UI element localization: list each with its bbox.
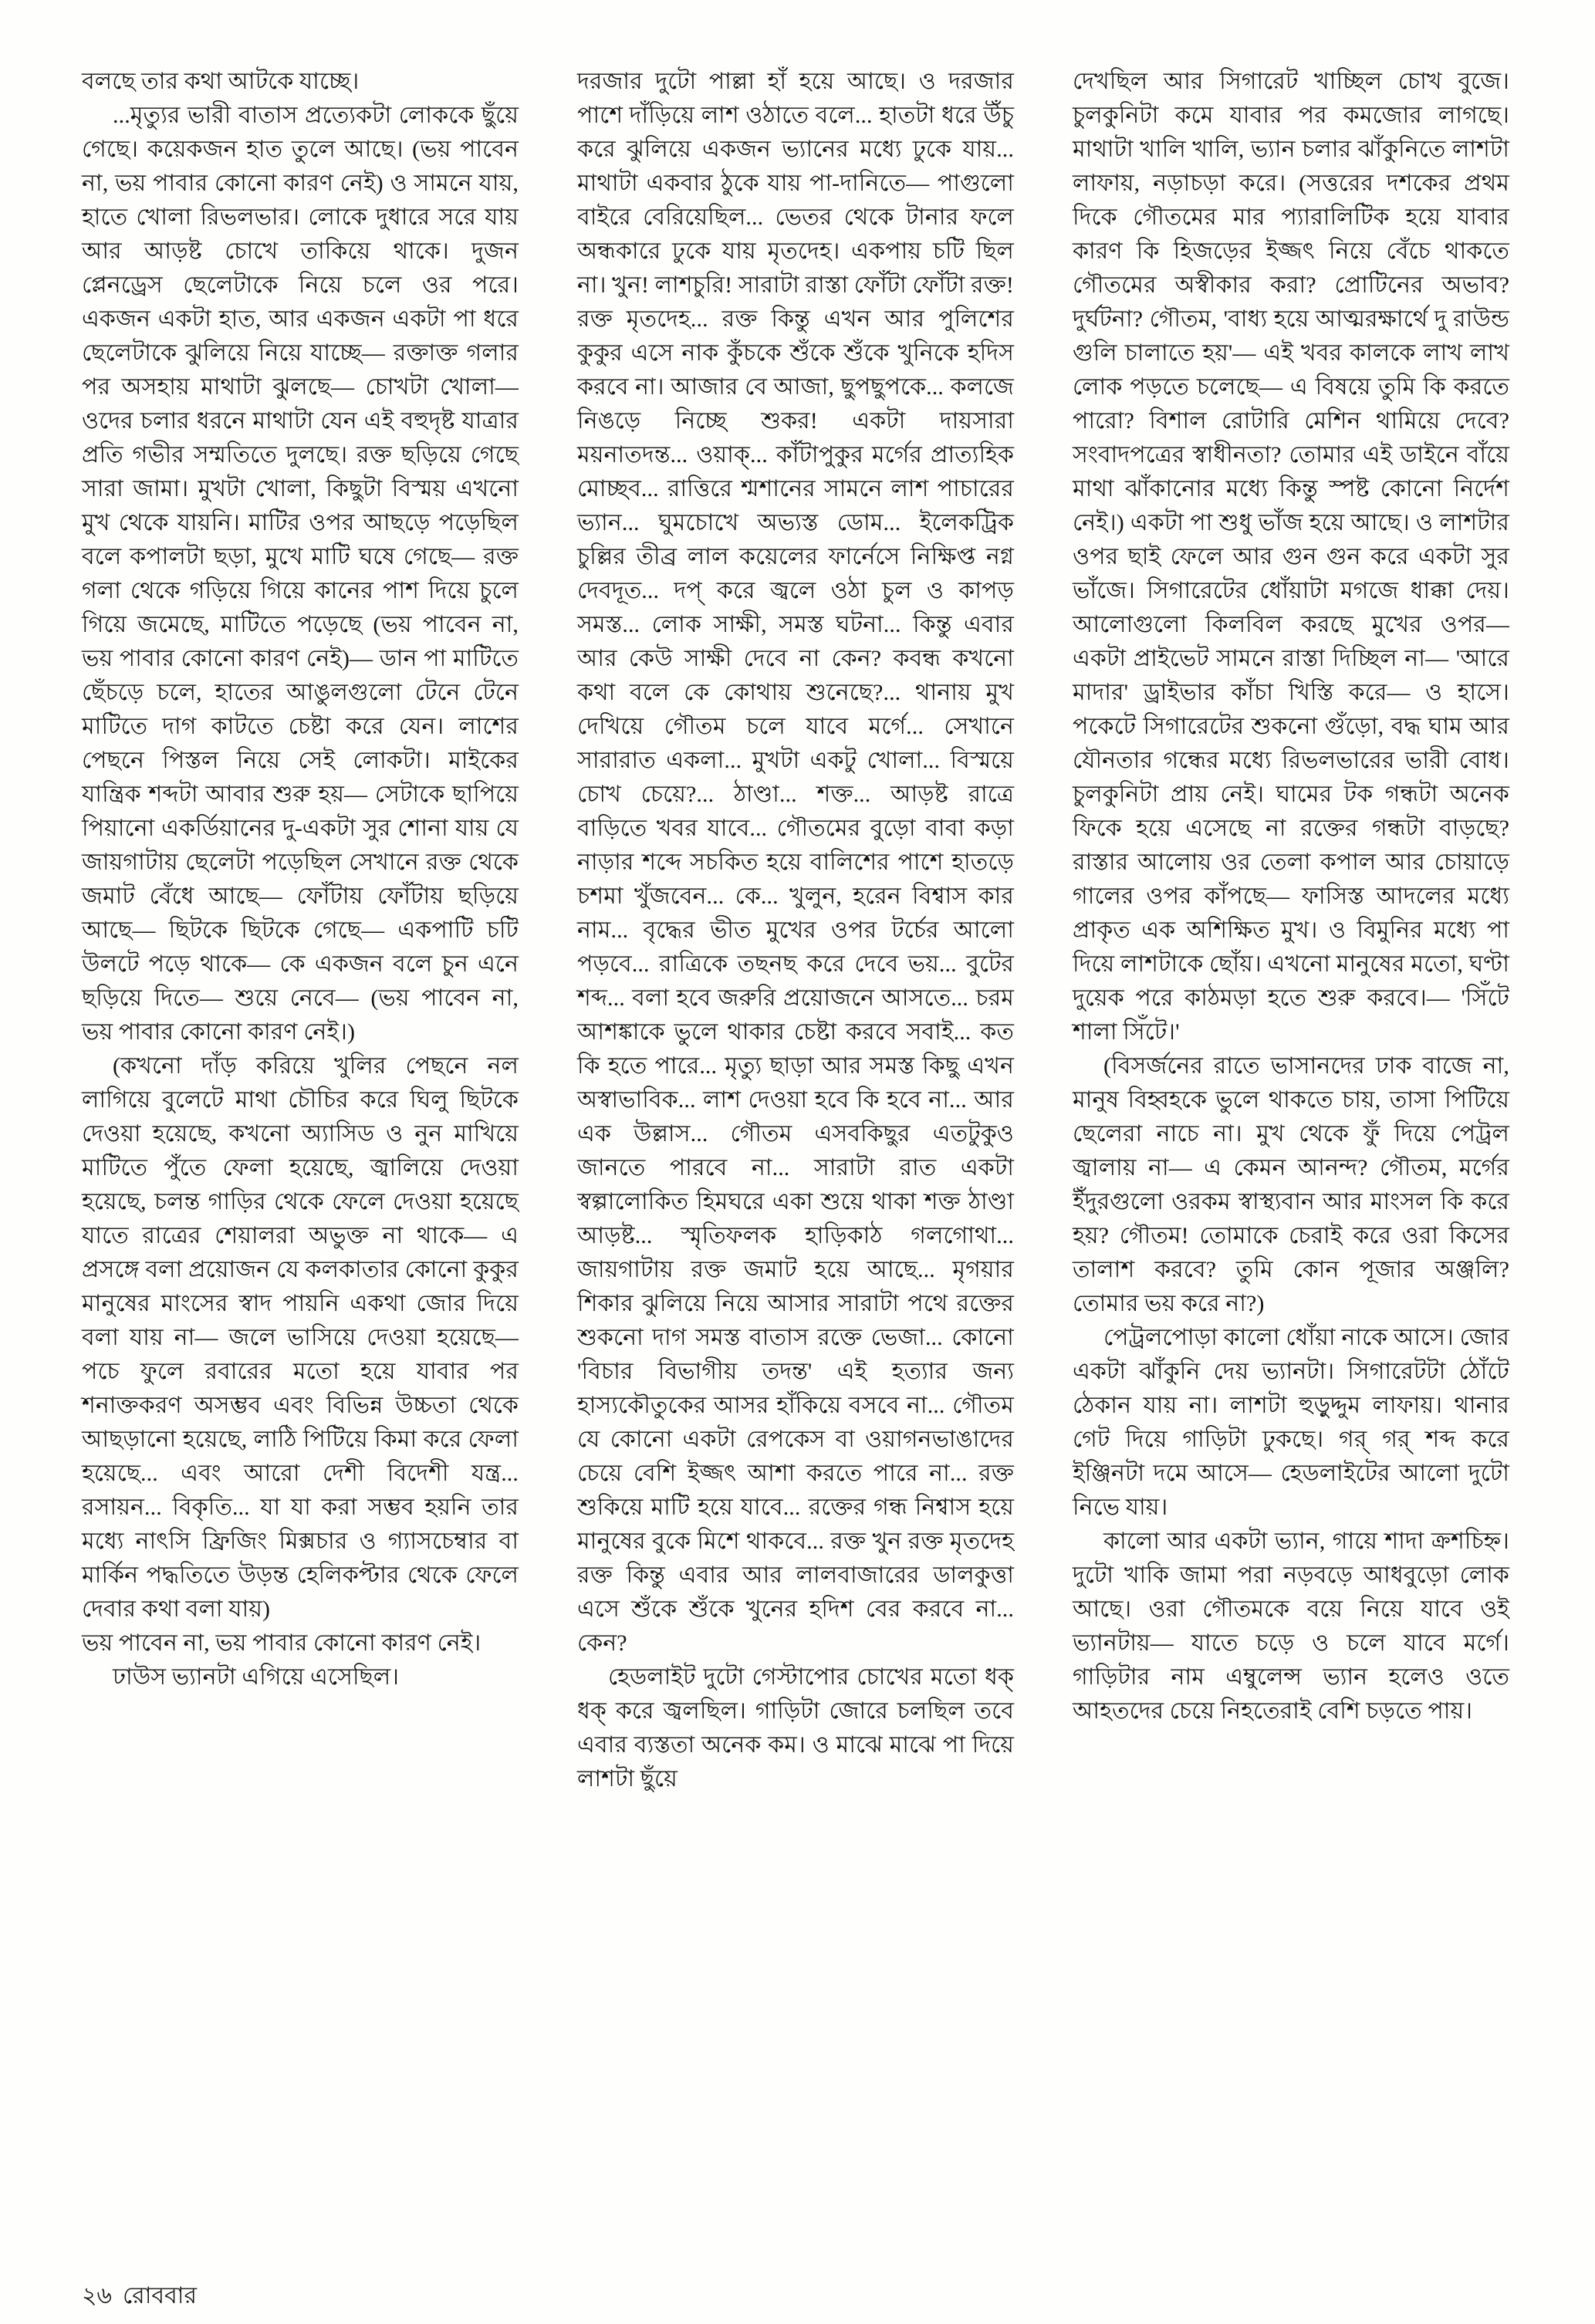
paragraph: (বিসর্জনের রাতে ভাসানদের ঢাক বাজে না, মানুষ বিহ্বহকে ভুলে থাকতে চায়, তাসা পিটিয়ে ছেলেরা নাচে না। মুখ থেকে ফুঁ দিয়ে পেট্রল জ্বালায় না— এ কেমন আনন্দ? গৌতম, মর্গের ইঁদুরগুলো ওরকম স্বাস্থ্যবান আর মাংসল কি করে হয়? গৌতম! তোমাকে চেরাই করে ওরা কিসের তালাশ করবে? তুমি কোন পূজার অঞ্জলি? তোমার ভয় করে না?) — [1073, 1053, 1509, 1316]
paragraph: কালো আর একটা ভ্যান, গায়ে শাদা ক্রশচিহ্ন। দুটো খাকি জামা পরা নড়বড়ে আধবুড়ো লোক আছে। ওরা গৌতমকে বয়ে নিয়ে যাবে ওই ভ্যানটায়— যাতে চড়ে ও চলে যাবে মর্গে। গাড়িটার নাম এম্বুলেন্স ভ্যান হলেও ওতে আহতদের চেয়ে নিহতেরাই বেশি চড়তে পায়। — [1073, 1529, 1509, 1724]
text-column-3 — [1073, 65, 1509, 1796]
page-footer — [82, 2282, 197, 2310]
page-number: ২৬ — [82, 2283, 113, 2309]
text-column-2 — [577, 65, 1014, 1796]
paragraph: বলছে তার কথা আটকে যাচ্ছে। — [82, 69, 360, 94]
paragraph: দেখছিল আর সিগারেট খাচ্ছিল চোখ বুজে। চুলকুনিটা কমে যাবার পর কমজোর লাগছে। মাথাটা খালি খালি, ভ্যান চলার ঝাঁকুনিতে লাশটা লাফায়, নড়াচড়া করে। (সত্তরের দশকের প্রথম দিকে গৌতমের মার প্যারালিটিক হয়ে যাবার কারণ কি হিজড়ের ইজ্জৎ নিয়ে বেঁচে থাকতে গৌতমের অস্বীকার করা? প্রোটিনের অভাব? দুর্ঘটনা? গৌতম, 'বাধ্য হয়ে আত্মরক্ষার্থে দু রাউন্ড গুলি চালাতে হয়'— এই খবর কালকে লাখ লাখ লোক পড়তে চলেছে— এ বিষয়ে তুমি কি করতে পারো? বিশাল রোটারি মেশিন থামিয়ে দেবে? সংবাদপত্রের স্বাধীনতা? তোমার এই ডাইনে বাঁয়ে মাথা ঝাঁকানোর মধ্যে কিন্তু স্পষ্ট কোনো নির্দেশ নেই।) একটা পা শুধু ভাঁজ হয়ে আছে। ও লাশটার ওপর ছাই ফেলে আর গুন গুন করে একটা সুর ভাঁজে। সিগারেটের ধোঁয়াটা মগজে ধাক্কা দেয়। আলোগুলো কিলবিল করছে মুখের ওপর— একটা প্রাইভেট সামনে রাস্তা দিচ্ছিল না— 'আরে মাদার' ড্রাইভার কাঁচা খিস্তি করে— ও হাসে। পকেটে সিগারেটের শুকনো গুঁড়ো, বদ্ধ ঘাম আর যৌনতার গন্ধের মধ্যে রিভলভারের ভারী বোধ। চুলকুনিটা প্রায় নেই। ঘামের টক গন্ধটা অনেক ফিকে হয়ে এসেছে না রক্তের গন্ধটা বাড়ছে? রাস্তার আলোয় ওর তেলা কপাল আর চোয়াড়ে গালের ওপর কাঁপছে— ফাসিস্ত আদলের মধ্যে প্রাকৃত এক অশিক্ষিত মুখ। ও বিমুনির মধ্যে পা দিয়ে লাশটাকে ছোঁয়। এখনো মানুষের মতো, ঘণ্টা দুয়েক পরে কাঠমড়া হতে শুরু করবে।— 'সিঁটে শালা সিঁটে।' — [1073, 69, 1509, 1045]
text-column-1 — [82, 65, 519, 1796]
paragraph: ঢাউস ভ্যানটা এগিয়ে এসেছিল। — [113, 1664, 400, 1690]
paragraph: হেডলাইট দুটো গেস্টাপোর চোখের মতো ধক্ ধক্ করে জ্বলছিল। গাড়িটা জোরে চলছিল তবে এবার ব্যস্ততা অনেক কম। ও মাঝে মাঝে পা দিয়ে লাশটা ছুঁয়ে — [577, 1664, 1014, 1792]
magazine-title: রোববার — [123, 2283, 197, 2309]
paragraph: দরজার দুটো পাল্লা হাঁ হয়ে আছে। ও দরজার পাশে দাঁড়িয়ে লাশ ওঠাতে বলে... হাতটা ধরে উঁচু করে ঝুলিয়ে একজন ভ্যানের মধ্যে ঢুকে যায়... মাথাটা একবার ঠুকে যায় পা-দানিতে— পাগুলো বাইরে বেরিয়েছিল... ভেতর থেকে টানার ফলে অন্ধকারে ঢুকে যায় মৃতদেহ। একপায় চটি ছিল না। খুন! লাশচুরি! সারাটা রাস্তা ফোঁটা ফোঁটা রক্ত! রক্ত মৃতদেহ... রক্ত কিন্তু এখন আর পুলিশের কুকুর এসে নাক কুঁচকে শুঁকে শুঁকে খুনিকে হদিস করবে না। আজার বে আজা, ছুপছুপকে... কলজে নিঙড়ে নিচ্ছে শুকর! একটা দায়সারা ময়নাতদন্ত... ওয়াক্... কাঁটাপুকুর মর্গের প্রাত্যহিক মোচ্ছব... রাত্তিরে শ্মশানের সামনে লাশ পাচারের ভ্যান... ঘুমচোখে অভ্যস্ত ডোম... ইলেকট্রিক চুল্লির তীব্র লাল কয়েলের ফার্নেসে নিক্ষিপ্ত নগ্ন দেবদূত... দপ্ করে জ্বলে ওঠা চুল ও কাপড় সমস্ত... লোক সাক্ষী, সমস্ত ঘটনা... কিন্তু এবার আর কেউ সাক্ষী দেবে না কেন? কবন্ধ কখনো কথা বলে কে কোথায় শুনেছে?... থানায় মুখ দেখিয়ে গৌতম চলে যাবে মর্গে... সেখানে সারারাত একলা... মুখটা একটু খোলা... বিস্ময়ে চোখ চেয়ে?... ঠাণ্ডা... শক্ত... আড়ষ্ট রাত্রে বাড়িতে খবর যাবে... গৌতমের বুড়ো বাবা কড়া নাড়ার শব্দে সচকিত হয়ে বালিশের পাশে হাতড়ে চশমা খুঁজবেন... কে... খুলুন, হরেন বিশ্বাস কার নাম... বৃদ্ধের ভীত মুখের ওপর টর্চের আলো পড়বে... রাত্রিকে তছনছ করে দেবে ভয়... বুটের শব্দ... বলা হবে জরুরি প্রয়োজনে আসতে... চরম আশঙ্কাকে ভুলে থাকার চেষ্টা করবে সবাই... কত কি হতে পারে... মৃত্যু ছাড়া আর সমস্ত কিছু এখন অস্বাভাবিক... লাশ দেওয়া হবে কি হবে না... আর এক উল্লাস... গৌতম এসবকিছুর এতটুকুও জানতে পারবে না... সারাটা রাত একটা স্বল্পালোকিত হিমঘরে একা শুয়ে থাকা শক্ত ঠাণ্ডা আড়ষ্ট... স্মৃতিফলক হাড়িকাঠ গলগোথা... জায়গাটায় রক্ত জমাট হয়ে আছে... মৃগয়ার শিকার ঝুলিয়ে নিয়ে আসার সারাটা পথে রক্তের শুকনো দাগ সমস্ত বাতাস রক্তে ভেজা... কোনো 'বিচার বিভাগীয় তদন্ত' এই হত্যার জন্য হাস্যকৌতুকের আসর হাঁকিয়ে বসবে না... গৌতম যে কোনো একটা রেপকেস বা ওয়াগনভাঙাদের চেয়ে বেশি ইজ্জৎ আশা করতে পারে না... রক্ত শুকিয়ে মাটি হয়ে যাবে... রক্তের গন্ধ নিশ্বাস হয়ে মানুষের বুকে মিশে থাকবে... রক্ত খুন রক্ত মৃতদেহ রক্ত কিন্তু এবার আর লালবাজারের ডালকুত্তা এসে শুঁকে শুঁকে খুনের হদিশ বের করবে না... কেন? — [577, 69, 1014, 1656]
paragraph: ...মৃত্যুর ভারী বাতাস প্রত্যেকটা লোককে ছুঁয়ে গেছে। কয়েকজন হাত তুলে আছে। (ভয় পাবেন না, ভয় পাবার কোনো কারণ নেই) ও সামনে যায়, হাতে খোলা রিভলভার। লোকে দুধারে সরে যায় আর আড়ষ্ট চোখে তাকিয়ে থাকে। দুজন প্লেনড্রেস ছেলেটাকে নিয়ে চলে ওর পরে। একজন একটা হাত, আর একজন একটা পা ধরে ছেলেটাকে ঝুলিয়ে নিয়ে যাচ্ছে— রক্তাক্ত গলার পর অসহায় মাথাটা ঝুলছে— চোখটা খোলা— ওদের চলার ধরনে মাথাটা যেন এই বহুদৃষ্ট যাত্রার প্রতি গভীর সম্মতিতে দুলছে। রক্ত ছড়িয়ে গেছে সারা জামা। মুখটা খোলা, কিছুটা বিস্ময় এখনো মুখ থেকে যায়নি। মাটির ওপর আছড়ে পড়েছিল বলে কপালটা ছড়া, মুখে মাটি ঘষে গেছে— রক্ত গলা থেকে গড়িয়ে গিয়ে কানের পাশ দিয়ে চুলে গিয়ে জমেছে, মাটিতে পড়েছে (ভয় পাবেন না, ভয় পাবার কোনো কারণ নেই)— ডান পা মাটিতে ছেঁচড়ে চলে, হাতের আঙুলগুলো টেনে টেনে মাটিতে দাগ কাটতে চেষ্টা করে যেন। লাশের পেছনে পিস্তল নিয়ে সেই লোকটা। মাইকের যান্ত্রিক শব্দটা আবার শুরু হয়— সেটাকে ছাপিয়ে পিয়ানো একর্ডিয়ানের দু-একটা সুর শোনা যায় যে জায়গাটায় ছেলেটা পড়েছিল সেখানে রক্ত থেকে জমাট বেঁধে আছে— ফোঁটায় ফোঁটায় ছড়িয়ে আছে— ছিটকে ছিটকে গেছে— একপাটি চটি উলটে পড়ে থাকে— কে একজন বলে চুন এনে ছড়িয়ে দিতে— শুয়ে নেবে— (ভয় পাবেন না, ভয় পাবার কোনো কারণ নেই।) — [82, 103, 519, 1045]
paragraph: (কখনো দাঁড় করিয়ে খুলির পেছনে নল লাগিয়ে বুলেটে মাথা চৌচির করে ঘিলু ছিটকে দেওয়া হয়েছে, কখনো অ্যাসিড ও নুন মাখিয়ে মাটিতে পুঁতে ফেলা হয়েছে, জ্বালিয়ে দেওয়া হয়েছে, চলন্ত গাড়ির থেকে ফেলে দেওয়া হয়েছে যাতে রাত্রের শেয়ালরা অভুক্ত না থাকে— এ প্রসঙ্গে বলা প্রয়োজন যে কলকাতার কোনো কুকুর মানুষের মাংসের স্বাদ পায়নি একথা জোর দিয়ে বলা যায় না— জলে ভাসিয়ে দেওয়া হয়েছে— পচে ফুলে রবারের মতো হয়ে যাবার পর শনাক্তকরণ অসম্ভব এবং বিভিন্ন উচ্চতা থেকে আছড়ানো হয়েছে, লাঠি পিটিয়ে কিমা করে ফেলা হয়েছে... এবং আরো দেশী বিদেশী যন্ত্র... রসায়ন... বিকৃতি... যা যা করা সম্ভব হয়নি তার মধ্যে নাৎসি ফ্রিজিং মিক্সচার ও গ্যাসচেম্বার বা মার্কিন পদ্ধতিতে উড়ন্ত হেলিকপ্টার থেকে ফেলে দেবার কথা বলা যায়) — [82, 1053, 519, 1622]
text-columns — [82, 65, 1509, 1796]
paragraph: ভয় পাবেন না, ভয় পাবার কোনো কারণ নেই। — [82, 1630, 482, 1656]
paragraph: পেট্রলপোড়া কালো ধোঁয়া নাকে আসে। জোর একটা ঝাঁকুনি দেয় ভ্যানটা। সিগারেটটা ঠোঁটে ঠেকান যায় না। লাশটা হুড়ুদ্দুম লাফায়। থানার গেট দিয়ে গাড়িটা ঢুকছে। গর্ গর্ শব্দ করে ইঞ্জিনটা দমে আসে— হেডলাইটের আলো দুটো নিভে যায়। — [1073, 1325, 1509, 1520]
